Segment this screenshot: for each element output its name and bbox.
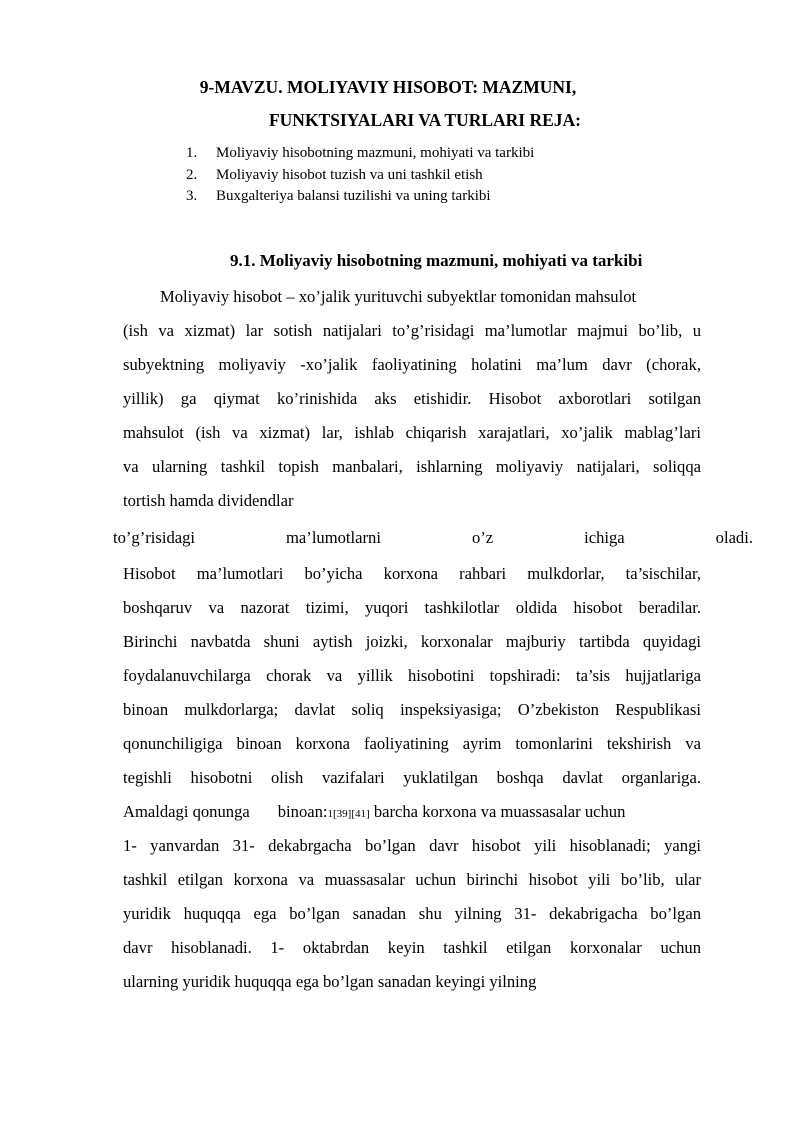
document-title-line-2: FUNKTSIYALARI VA TURLARI REJA: <box>268 110 581 130</box>
spread-word: o’z <box>471 528 494 547</box>
document-title-line-1: 9-MAVZU. MOLIYAVIY HISOBOT: MAZMUNI, <box>199 77 577 97</box>
paragraph-2-line: boshqaruv va nazorat tizimi, yuqori tashkilotlar oldida hisobot beradilar. <box>123 598 701 617</box>
spread-word: to’g’risidagi <box>113 528 196 547</box>
spread-word: ichiga <box>584 528 625 547</box>
paragraph-2-line: foydalanuvchilarga chorak va yillik hisobotini topshiradi: ta’sis hujjatlariga <box>123 666 701 685</box>
spread-word: oladi. <box>715 528 753 547</box>
paragraph-3-line: yuridik huquqqa ega bo’lgan sanadan shu yilning 31- dekabrigacha bo’lgan <box>123 904 701 923</box>
paragraph-3-line: 1- yanvardan 31- dekabrgacha bo’lgan davr hisobot yili hisoblanadi; yangi <box>123 836 701 855</box>
paragraph-1-line: (ish va xizmat) lar sotish natijalari to’g’risidagi ma’lumotlar majmui bo’lib, u <box>123 321 701 340</box>
plan-list <box>186 143 534 208</box>
law-line-start: Amaldagi qonunga <box>123 802 250 821</box>
paragraph-2-line: binoan mulkdorlarga; davlat soliq inspeksiyasiga; O’zbekiston Respublikasi <box>123 700 701 719</box>
law-line-binoan: binoan: <box>277 802 328 821</box>
paragraph-1-line: Moliyaviy hisobot – xo’jalik yurituvchi subyektlar tomonidan mahsulot <box>160 287 637 306</box>
plan-item-text: Moliyaviy hisobot tuzish va uni tashkil etish <box>216 166 483 183</box>
plan-item <box>186 165 534 187</box>
section-heading: 9.1. Moliyaviy hisobotning mazmuni, mohiyati va tarkibi <box>230 251 643 270</box>
plan-item-text: Buxgalteriya balansi tuzilishi va uning tarkibi <box>216 188 491 204</box>
plan-item <box>186 186 534 208</box>
plan-item-number: 3. <box>186 188 198 204</box>
plan-item <box>186 143 534 165</box>
plan-item-number: 1. <box>186 145 198 161</box>
paragraph-2-line: Birinchi navbatda shuni aytish joizki, korxonalar majburiy tartibda quyidagi <box>123 632 701 651</box>
paragraph-1-line: yillik) ga qiymat ko’rinishida aks etishidir. Hisobot axborotlari sotilgan <box>123 389 701 408</box>
paragraph-3-line: davr hisoblanadi. 1- oktabrdan keyin tashkil etilgan korxonalar uchun <box>123 938 701 957</box>
plan-item-number: 2. <box>186 166 198 183</box>
paragraph-1-line: mahsulot (ish va xizmat) lar, ishlab chiqarish xarajatlari, xo’jalik mablag’lari <box>123 423 701 442</box>
paragraph-1-line: tortish hamda dividendlar <box>123 491 294 510</box>
paragraph-3-last-line: ularning yuridik huquqqa ega bo’lgan sanadan keyingi yilning <box>123 972 537 991</box>
paragraph-2-line: Hisobot ma’lumotlari bo’yicha korxona rahbari mulkdorlar, ta’sischilar, <box>123 564 701 583</box>
spread-line <box>113 528 753 548</box>
paragraph-1-line: subyektning moliyaviy -xo’jalik faoliyatining holatini ma’lum davr (chorak, <box>123 355 701 374</box>
paragraph-1-line: va ularning tashkil topish manbalari, ishlarning moliyaviy natijalari, soliqqa <box>123 457 701 476</box>
spread-word: ma’lumotlarni <box>286 528 381 547</box>
paragraph-3-line: tashkil etilgan korxona va muassasalar uchun birinchi hisobot yili bo’lib, ular <box>123 870 701 889</box>
paragraph-2-line: tegishli hisobotni olish vazifalari yuklatilgan boshqa davlat organlariga. <box>123 768 701 787</box>
footnote-reference: 1[39][41] <box>327 808 370 820</box>
law-line-end: barcha korxona va muassasalar uchun <box>373 802 626 821</box>
paragraph-2-line: qonunchiligiga binoan korxona faoliyatining ayrim tomonlarini tekshirish va <box>123 734 701 753</box>
law-line <box>123 802 625 824</box>
plan-item-text: Moliyaviy hisobotning mazmuni, mohiyati va tarkibi <box>216 145 535 161</box>
